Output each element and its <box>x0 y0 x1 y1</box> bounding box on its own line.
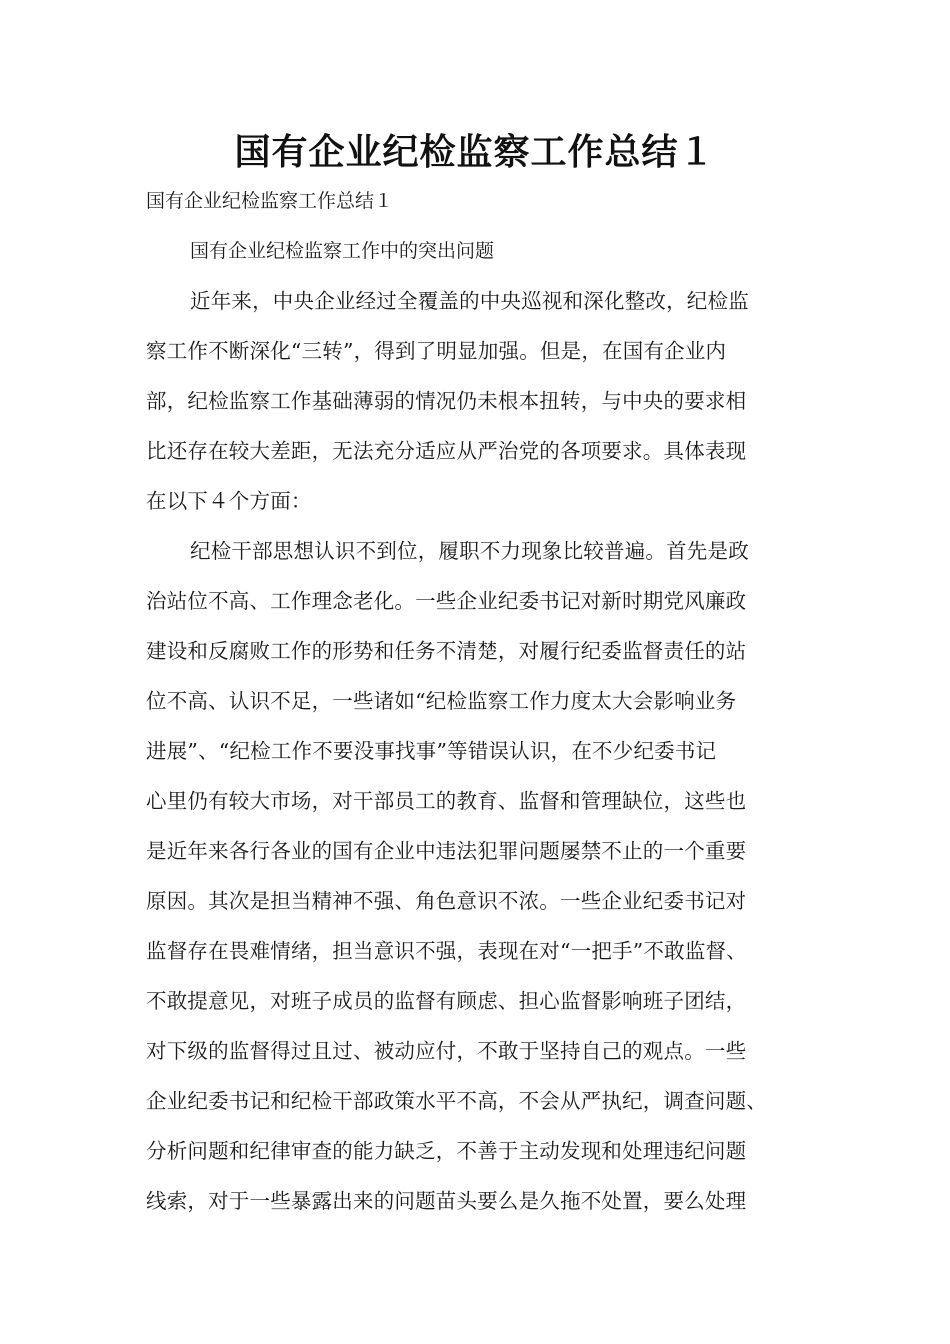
document-subtitle: 国有企业纪检监察工作总结１ <box>146 190 394 212</box>
text-line: 是近年来各行各业的国有企业中违法犯罪问题屡禁不止的一个重要 <box>146 839 747 863</box>
text-line: 原因。其次是担当精神不强、角色意识不浓。一些企业纪委书记对 <box>146 889 747 913</box>
text-line: 位不高、认识不足，一些诸如“纪检监察工作力度太大会影响业务 <box>146 689 737 713</box>
text-line: 察工作不断深化“三转”，得到了明显加强。但是，在国有企业内 <box>146 339 727 363</box>
text-line: 近年来，中央企业经过全覆盖的中央巡视和深化整改，纪检监 <box>190 289 749 313</box>
text-line: 分析问题和纪律审查的能力缺乏，不善于主动发现和处理违纪问题 <box>146 1139 747 1163</box>
text-line: 对下级的监督得过且过、被动应付，不敢于坚持自己的观点。一些 <box>146 1039 747 1063</box>
document-title: 国有企业纪检监察工作总结１ <box>234 132 716 173</box>
text-line: 进展”、“纪检工作不要没事找事”等错误认识，在不少纪委书记 <box>146 739 717 763</box>
text-line: 在以下４个方面： <box>146 489 312 513</box>
text-line: 心里仍有较大市场，对干部员工的教育、监督和管理缺位，这些也 <box>146 789 747 813</box>
text-line: 企业纪委书记和纪检干部政策水平不高，不会从严执纪，调查问题、 <box>146 1089 767 1113</box>
text-line: 纪检干部思想认识不到位，履职不力现象比较普遍。首先是政 <box>190 539 749 563</box>
text-line: 部，纪检监察工作基础薄弱的情况仍未根本扭转，与中央的要求相 <box>146 389 747 413</box>
section-heading: 国有企业纪检监察工作中的突出问题 <box>190 240 495 262</box>
text-line: 线索，对于一些暴露出来的问题苗头要么是久拖不处置，要么处理 <box>146 1189 747 1213</box>
body-text <box>146 283 846 1233</box>
text-line: 治站位不高、工作理念老化。一些企业纪委书记对新时期党风廉政 <box>146 589 747 613</box>
text-line: 不敢提意见，对班子成员的监督有顾虑、担心监督影响班子团结， <box>146 989 747 1013</box>
text-line: 比还存在较大差距，无法充分适应从严治党的各项要求。具体表现 <box>146 439 747 463</box>
text-line: 监督存在畏难情绪，担当意识不强，表现在对“一把手”不敢监督、 <box>146 939 747 963</box>
text-line: 建设和反腐败工作的形势和任务不清楚，对履行纪委监督责任的站 <box>146 639 747 663</box>
